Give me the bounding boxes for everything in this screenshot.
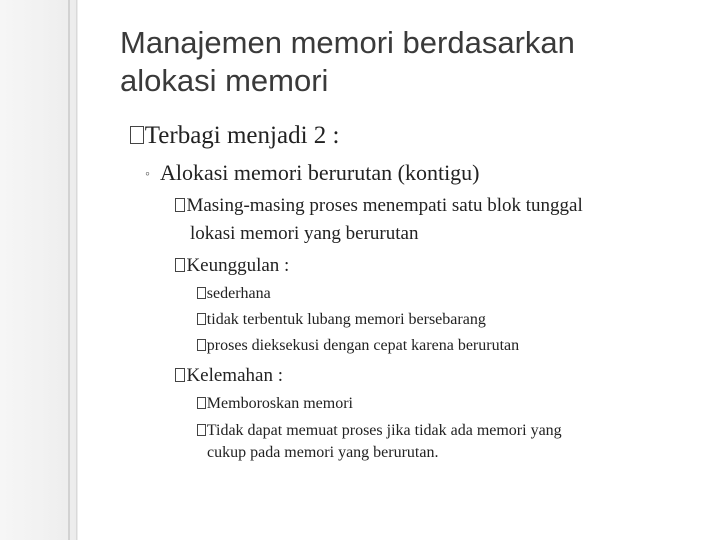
title-line-1: Manajemen memori berdasarkan <box>120 25 575 60</box>
bullet-level1 <box>130 122 339 150</box>
decorative-vertical-line <box>76 0 77 540</box>
bullet-box-icon <box>197 424 206 436</box>
bullet-text: tidak terbentuk lubang memori bersebarang <box>206 311 486 328</box>
bullet-text: Memboroskan memori <box>206 395 353 412</box>
bullet-box-icon <box>197 287 206 299</box>
decorative-side-band <box>0 0 78 540</box>
list-item <box>197 394 353 414</box>
bullet-box-icon <box>197 397 206 409</box>
bullet-level2 <box>145 160 480 188</box>
bullet-level3-disadvantages <box>175 364 283 387</box>
bullet-text: Masing-masing proses menempati satu blok tunggal <box>186 195 583 216</box>
bullet-level3-point <box>175 194 583 217</box>
bullet-text: Tidak dapat memuat proses jika tidak ada memori yang <box>206 422 562 439</box>
list-item <box>197 421 562 441</box>
list-item <box>197 310 486 330</box>
bullet-box-icon <box>175 198 185 212</box>
bullet-box-icon <box>130 126 144 144</box>
bullet-level3-advantages <box>175 254 289 277</box>
bullet-text: cukup pada memori yang berurutan. <box>207 444 439 461</box>
list-item <box>197 336 519 356</box>
bullet-box-icon <box>175 368 185 382</box>
bullet-text: lokasi memori yang berurutan <box>190 223 419 244</box>
bullet-text: Kelemahan : <box>186 365 283 386</box>
bullet-text: Alokasi memori berurutan (kontigu) <box>159 160 480 185</box>
slide-title <box>120 24 700 100</box>
decorative-vertical-line <box>68 0 70 540</box>
title-line-2: alokasi memori <box>120 63 329 98</box>
list-item <box>197 284 271 304</box>
ring-bullet-icon: ◦ <box>145 167 150 182</box>
bullet-box-icon <box>197 339 206 351</box>
bullet-text: Keunggulan : <box>186 255 290 276</box>
bullet-box-icon <box>197 313 206 325</box>
bullet-text: sederhana <box>206 285 271 302</box>
bullet-box-icon <box>175 258 185 272</box>
bullet-continuation <box>190 222 418 245</box>
bullet-text: proses dieksekusi dengan cepat karena berurutan <box>206 337 520 354</box>
bullet-continuation <box>207 443 438 463</box>
bullet-text: Terbagi menjadi 2 : <box>144 122 340 149</box>
